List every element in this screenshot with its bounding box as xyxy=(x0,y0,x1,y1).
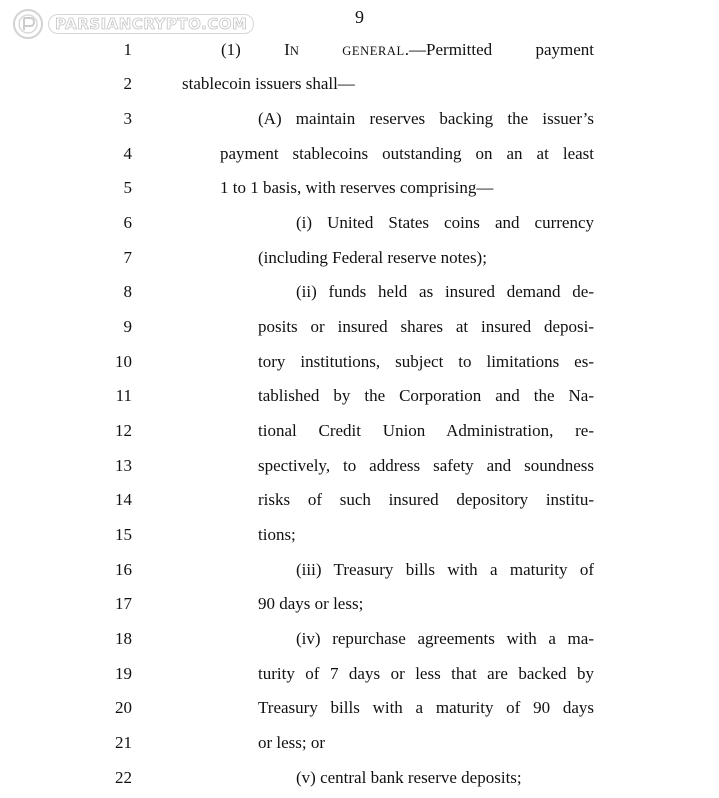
heading-rest: .—Permitted payment xyxy=(404,40,594,59)
line-text: spectively, to address safety and soundness xyxy=(258,456,594,475)
page-number: 9 xyxy=(355,7,364,27)
line-text: tory institutions, subject to limitations es- xyxy=(258,352,594,371)
line-text: posits or insured shares at insured deposi- xyxy=(258,317,594,336)
line-number: 6 xyxy=(123,213,132,232)
document-line-20 xyxy=(0,697,719,719)
document-line-18 xyxy=(0,628,719,650)
document-line-6 xyxy=(0,212,719,234)
line-text: (ii) funds held as insured demand de- xyxy=(296,282,594,301)
line-number: 11 xyxy=(115,386,132,405)
document-line-14 xyxy=(0,489,719,511)
line-text: (including Federal reserve notes); xyxy=(258,248,487,267)
line-number: 3 xyxy=(123,109,132,128)
line-text: tablished by the Corporation and the Na- xyxy=(258,386,594,405)
document-line-15 xyxy=(0,524,719,546)
line-text: risks of such insured depository institu- xyxy=(258,490,594,509)
line-text: turity of 7 days or less that are backed by xyxy=(258,664,594,683)
line-text: Treasury bills with a maturity of 90 days xyxy=(258,698,594,717)
document-line-8 xyxy=(0,281,719,303)
line-text: tional Credit Union Administration, re- xyxy=(258,421,594,440)
line-number: 20 xyxy=(115,698,132,717)
paragraph-marker: (1) xyxy=(221,40,285,59)
line-number: 1 xyxy=(123,40,132,59)
line-text: (iv) repurchase agreements with a ma- xyxy=(296,629,594,648)
document-line-16 xyxy=(0,559,719,581)
line-text: 1 to 1 basis, with reserves comprising— xyxy=(220,178,494,197)
line-number: 9 xyxy=(123,317,132,336)
document-line-21 xyxy=(0,732,719,754)
line-number: 13 xyxy=(115,456,132,475)
line-number: 15 xyxy=(115,525,132,544)
watermark-text: PARSIANCRYPTO.COM xyxy=(48,14,254,34)
line-number: 17 xyxy=(115,594,132,613)
line-text: (iii) Treasury bills with a maturity of xyxy=(296,560,594,579)
document-line-11 xyxy=(0,385,719,407)
document-line-12 xyxy=(0,420,719,442)
line-text: 90 days or less; xyxy=(258,594,364,613)
line-text: or less; or xyxy=(258,733,326,752)
document-line-7 xyxy=(0,247,719,269)
line-number: 19 xyxy=(115,664,132,683)
line-text: stablecoin issuers shall— xyxy=(182,74,355,93)
document-line-4 xyxy=(0,143,719,165)
line-number: 8 xyxy=(123,282,132,301)
document-line-3 xyxy=(0,108,719,130)
line-number: 18 xyxy=(115,629,132,648)
line-number: 21 xyxy=(115,733,132,752)
document-line-9 xyxy=(0,316,719,338)
line-number: 7 xyxy=(123,248,132,267)
document-line-22 xyxy=(0,767,719,789)
document-line-5 xyxy=(0,177,719,199)
line-number: 14 xyxy=(115,490,132,509)
line-number: 16 xyxy=(115,560,132,579)
line-text: (A) maintain reserves backing the issuer’s xyxy=(258,109,594,128)
line-number: 22 xyxy=(115,768,132,787)
document-line-17 xyxy=(0,593,719,615)
line-number: 5 xyxy=(123,178,132,197)
line-text: (v) central bank reserve deposits; xyxy=(296,768,522,787)
document-line-13 xyxy=(0,455,719,477)
line-number: 4 xyxy=(123,144,132,163)
heading-small-caps: N GENERAL xyxy=(289,44,405,58)
document-line-1 xyxy=(0,39,719,61)
heading-initial: I xyxy=(284,40,290,59)
line-text: payment stablecoins outstanding on an at least xyxy=(220,144,594,163)
document-line-19 xyxy=(0,663,719,685)
line-text xyxy=(221,39,594,62)
line-number: 12 xyxy=(115,421,132,440)
line-number: 10 xyxy=(115,352,132,371)
line-text: (i) United States coins and currency xyxy=(296,213,594,232)
line-number: 2 xyxy=(123,74,132,93)
document-line-10 xyxy=(0,351,719,373)
line-text: tions; xyxy=(258,525,296,544)
document-line-2 xyxy=(0,73,719,95)
